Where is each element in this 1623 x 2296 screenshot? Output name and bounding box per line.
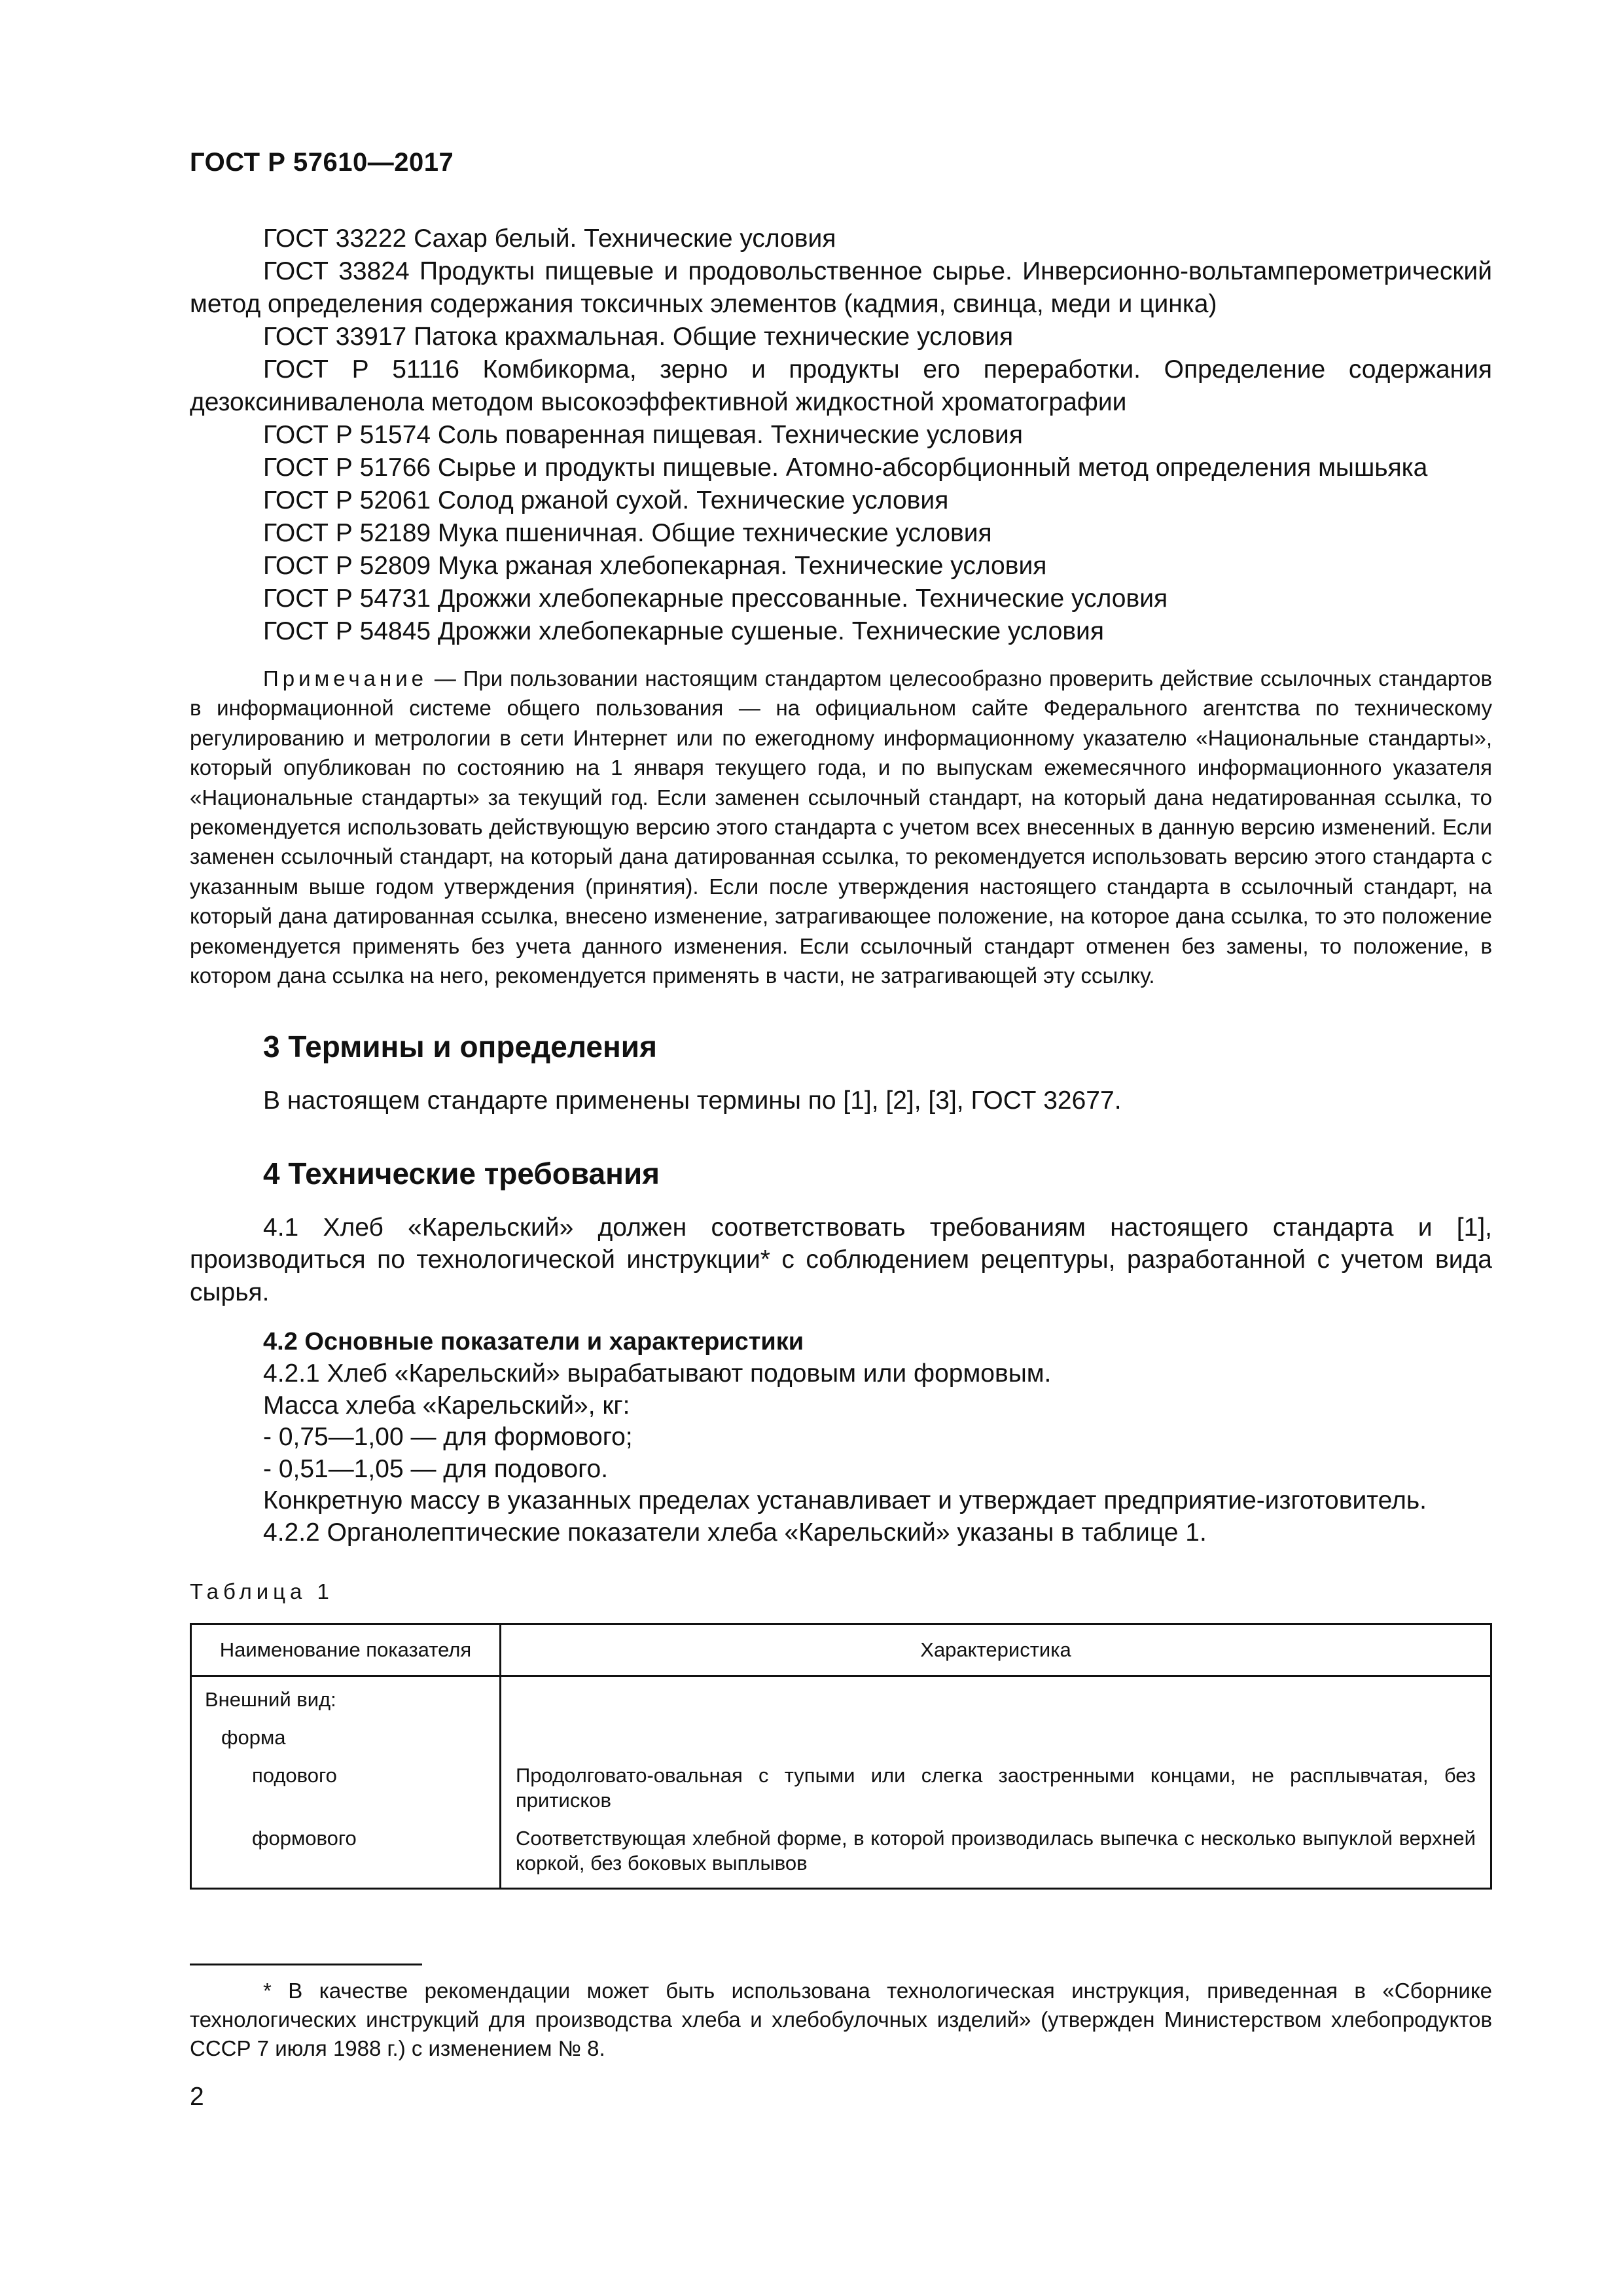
section-3-text: В настоящем стандарте применены термины по [1], [2], [3], ГОСТ 32677. [263, 1086, 1122, 1115]
footnote: * В качестве рекомендации может быть использована технологическая инструкция, приведенная в «Сборнике технологических инструкций для производства хлеба и хлебобулочных изделий» (утвержден Министерством хлебопродуктов СССР 7 июля 1988 г.) с изменением № 8. [190, 1979, 1492, 2060]
column-header-characteristic: Характеристика [501, 1624, 1491, 1676]
reference-item: ГОСТ 33917 Патока крахмальная. Общие технические условия [263, 323, 1014, 351]
clause-4-1: 4.1 Хлеб «Карельский» должен соответствовать требованиям настоящего стандарта и [1], производиться по технологической инструкции* с соблюдением рецептуры, разработанной с учетом вида сырья. [190, 1213, 1492, 1306]
table-row [191, 1712, 1491, 1750]
reference-item: ГОСТ Р 52189 Мука пшеничная. Общие технические условия [263, 519, 992, 547]
clause-line: Конкретную массу в указанных пределах устанавливает и утверждает предприятие-изготовитель. [263, 1486, 1427, 1515]
reference-item: ГОСТ Р 51766 Сырье и продукты пищевые. Атомно-абсорбционный метод определения мышьяка [263, 454, 1428, 482]
reference-item: ГОСТ Р 54731 Дрожжи хлебопекарные прессованные. Технические условия [263, 584, 1168, 613]
row-indicator: формового [191, 1813, 501, 1889]
row-characteristic: Продолговато-овальная с тупыми или слегка заостренными концами, не расплывчатая, без притисков [501, 1750, 1491, 1813]
clause-line: - 0,75—1,00 — для формового; [263, 1423, 633, 1452]
page-number: 2 [190, 2083, 204, 2111]
reference-item: ГОСТ 33824 Продукты пищевые и продовольственное сырье. Инверсионно-вольтамперометрический метод определения содержания токсичных элементов (кадмия, свинца, меди и цинка) [190, 257, 1492, 318]
footnote-separator [190, 1964, 422, 1965]
table-row [191, 1676, 1491, 1713]
reference-item: ГОСТ Р 54845 Дрожжи хлебопекарные сушеные. Технические условия [263, 617, 1104, 645]
clause-4-2-lines [190, 1358, 1492, 1549]
reference-item: ГОСТ Р 51116 Комбикорма, зерно и продукты его переработки. Определение содержания дезоксиниваленола методом высокоэффективной жидкостной хроматографии [190, 355, 1492, 416]
reference-item: ГОСТ Р 52809 Мука ржаная хлебопекарная. Технические условия [263, 552, 1047, 580]
table-organoleptic [190, 1623, 1492, 1890]
section-3-heading: 3 Термины и определения [263, 1030, 657, 1064]
section-4-heading: 4 Технические требования [263, 1156, 660, 1191]
page-content [190, 223, 1492, 1890]
table-row [191, 1813, 1491, 1889]
clause-line: 4.2.2 Органолептические показатели хлеба «Карельский» указаны в таблице 1. [263, 1518, 1207, 1547]
note-label: Примечание [263, 666, 428, 691]
document-header: ГОСТ Р 57610—2017 [190, 148, 454, 177]
table-header-row [191, 1624, 1491, 1676]
row-indicator: форма [191, 1712, 501, 1750]
clause-line: - 0,51—1,05 — для подового. [263, 1454, 609, 1483]
normative-references-list [190, 223, 1492, 648]
row-characteristic: Соответствующая хлебной форме, в которой производилась выпечка с несколько выпуклой верхней коркой, без боковых выплывов [501, 1813, 1491, 1889]
clause-line: 4.2.1 Хлеб «Карельский» вырабатывают подовым или формовым. [263, 1359, 1052, 1388]
note-text: — При пользовании настоящим стандартом целесообразно проверить действие ссылочных стандартов в информационной системе общего пользования — на официальном сайте Федерального агентства по техническому регулированию и метрологии в сети Интернет или по ежегодному информационному указателю «Национальные стандарты», который опубликован по состоянию на 1 января текущего года, и по выпускам ежемесячного информационного указателя «Национальные стандарты» за текущий год. Если заменен ссылочный стандарт, на который дана недатированная ссылка, то рекомендуется использовать действующую версию этого стандарта с учетом всех внесенных в данную версию изменений. Если заменен ссылочный стандарт, на который дана датированная ссылка, то рекомендуется использовать версию этого стандарта с указанным выше годом утверждения (принятия). Если после утверждения настоящего стандарта в ссылочный стандарт, на который дана датированная ссылка, внесено изменение, затрагивающее положение, на которое дана ссылка, то это положение рекомендуется применять без учета данного изменения. Если ссылочный стандарт отменен без замены, то положение, в котором дана ссылка на него, рекомендуется применять в части, не затрагивающей эту ссылку. [190, 666, 1492, 988]
reference-item: ГОСТ Р 52061 Солод ржаной сухой. Технические условия [263, 486, 949, 514]
table-caption: Таблица 1 [190, 1579, 334, 1604]
row-indicator: Внешний вид: [191, 1676, 501, 1713]
row-characteristic [501, 1712, 1491, 1750]
column-header-indicator: Наименование показателя [191, 1624, 501, 1676]
row-characteristic [501, 1676, 1491, 1713]
note-paragraph [190, 664, 1492, 990]
row-indicator: подового [191, 1750, 501, 1813]
clause-line: Масса хлеба «Карельский», кг: [263, 1391, 630, 1420]
table-row [191, 1750, 1491, 1813]
subsection-4-2-heading: 4.2 Основные показатели и характеристики [263, 1328, 804, 1356]
reference-item: ГОСТ Р 51574 Соль поваренная пищевая. Технические условия [263, 421, 1023, 449]
reference-item: ГОСТ 33222 Сахар белый. Технические условия [263, 224, 836, 253]
